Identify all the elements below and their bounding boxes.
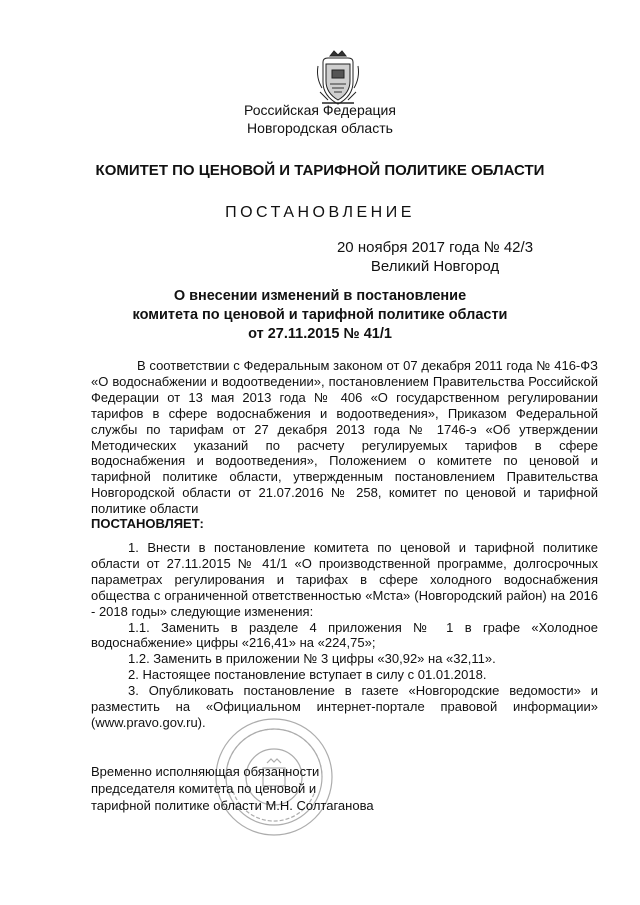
preamble-text: В соответствии с Федеральным законом от 07 декабря 2011 года № 416-ФЗ «О водоснабжении и водоотведении», постановлением Правительства Российской Федерации от 13 мая 2013 года № 406 «О государственном регулировании тарифов в сфере водоснабжения и водоотведения», Приказом Федеральной службы по тарифам от 27 декабря 2013 года № 1746-э «Об утверждении Методических указаний по расчету регулируемых тарифов в сфере водоснабжения и водоотведения», Положением о комитете по ценовой и тарифной политике области, утвержденным постановлением Правительства Новгородской области от 21.07.2016 № 258, комитет по ценовой и тарифной политике области (91, 358, 598, 517)
item-1: 1. Внести в постановление комитета по ценовой и тарифной политике области от 27.11.2015 № 41/1 «О производственной программе, долгосрочных параметрах регулирования и тарифах в сфере холодного водоснабжения общества с ограниченной ответственностью «Мста» (Новгородский район) на 2016 - 2018 годы» следующие изменения: (91, 540, 598, 619)
document-type: ПОСТАНОВЛЕНИЕ (225, 204, 415, 221)
decree-items (91, 540, 598, 731)
item-1-2: 1.2. Заменить в приложении № 3 цифры «30,92» на «32,11». (128, 651, 496, 667)
item-1-1: 1.1. Заменить в разделе 4 приложения № 1 в графе «Холодное водоснабжение» цифры «216,41» на «224,75»; (91, 619, 598, 651)
region-name: Новгородская область (247, 120, 393, 136)
committee-title: КОМИТЕТ ПО ЦЕНОВОЙ И ТАРИФНОЙ ПОЛИТИКЕ ОБЛАСТИ (95, 162, 545, 179)
subject-line-1: О внесении изменений в постановление (173, 288, 467, 304)
signature-line-1: Временно исполняющая обязанности (91, 764, 320, 779)
item-3: 3. Опубликовать постановление в газете «Новгородские ведомости» и разместить на «Официальном интернет-портале правовой информации» (www.pravo.gov.ru). (91, 683, 598, 730)
signature-line-3: тарифной политике области М.Н. Солтаганова (91, 798, 374, 813)
date-number: 20 ноября 2017 года № 42/3 (336, 239, 534, 256)
subject-line-3: от 27.11.2015 № 41/1 (248, 326, 392, 342)
decree-word: ПОСТАНОВЛЯЕТ: (91, 516, 204, 531)
city: Великий Новгород (370, 258, 500, 275)
preamble (91, 358, 598, 517)
country-name: Российская Федерация (244, 102, 396, 118)
document-subject (0, 287, 640, 344)
subject-line-2: комитета по ценовой и тарифной политике области (132, 307, 508, 323)
item-2: 2. Настоящее постановление вступает в силу с 01.01.2018. (128, 667, 487, 683)
signature-line-2: председателя комитета по ценовой и (91, 781, 317, 796)
signature-block (91, 763, 374, 814)
coat-of-arms-icon (314, 48, 362, 108)
